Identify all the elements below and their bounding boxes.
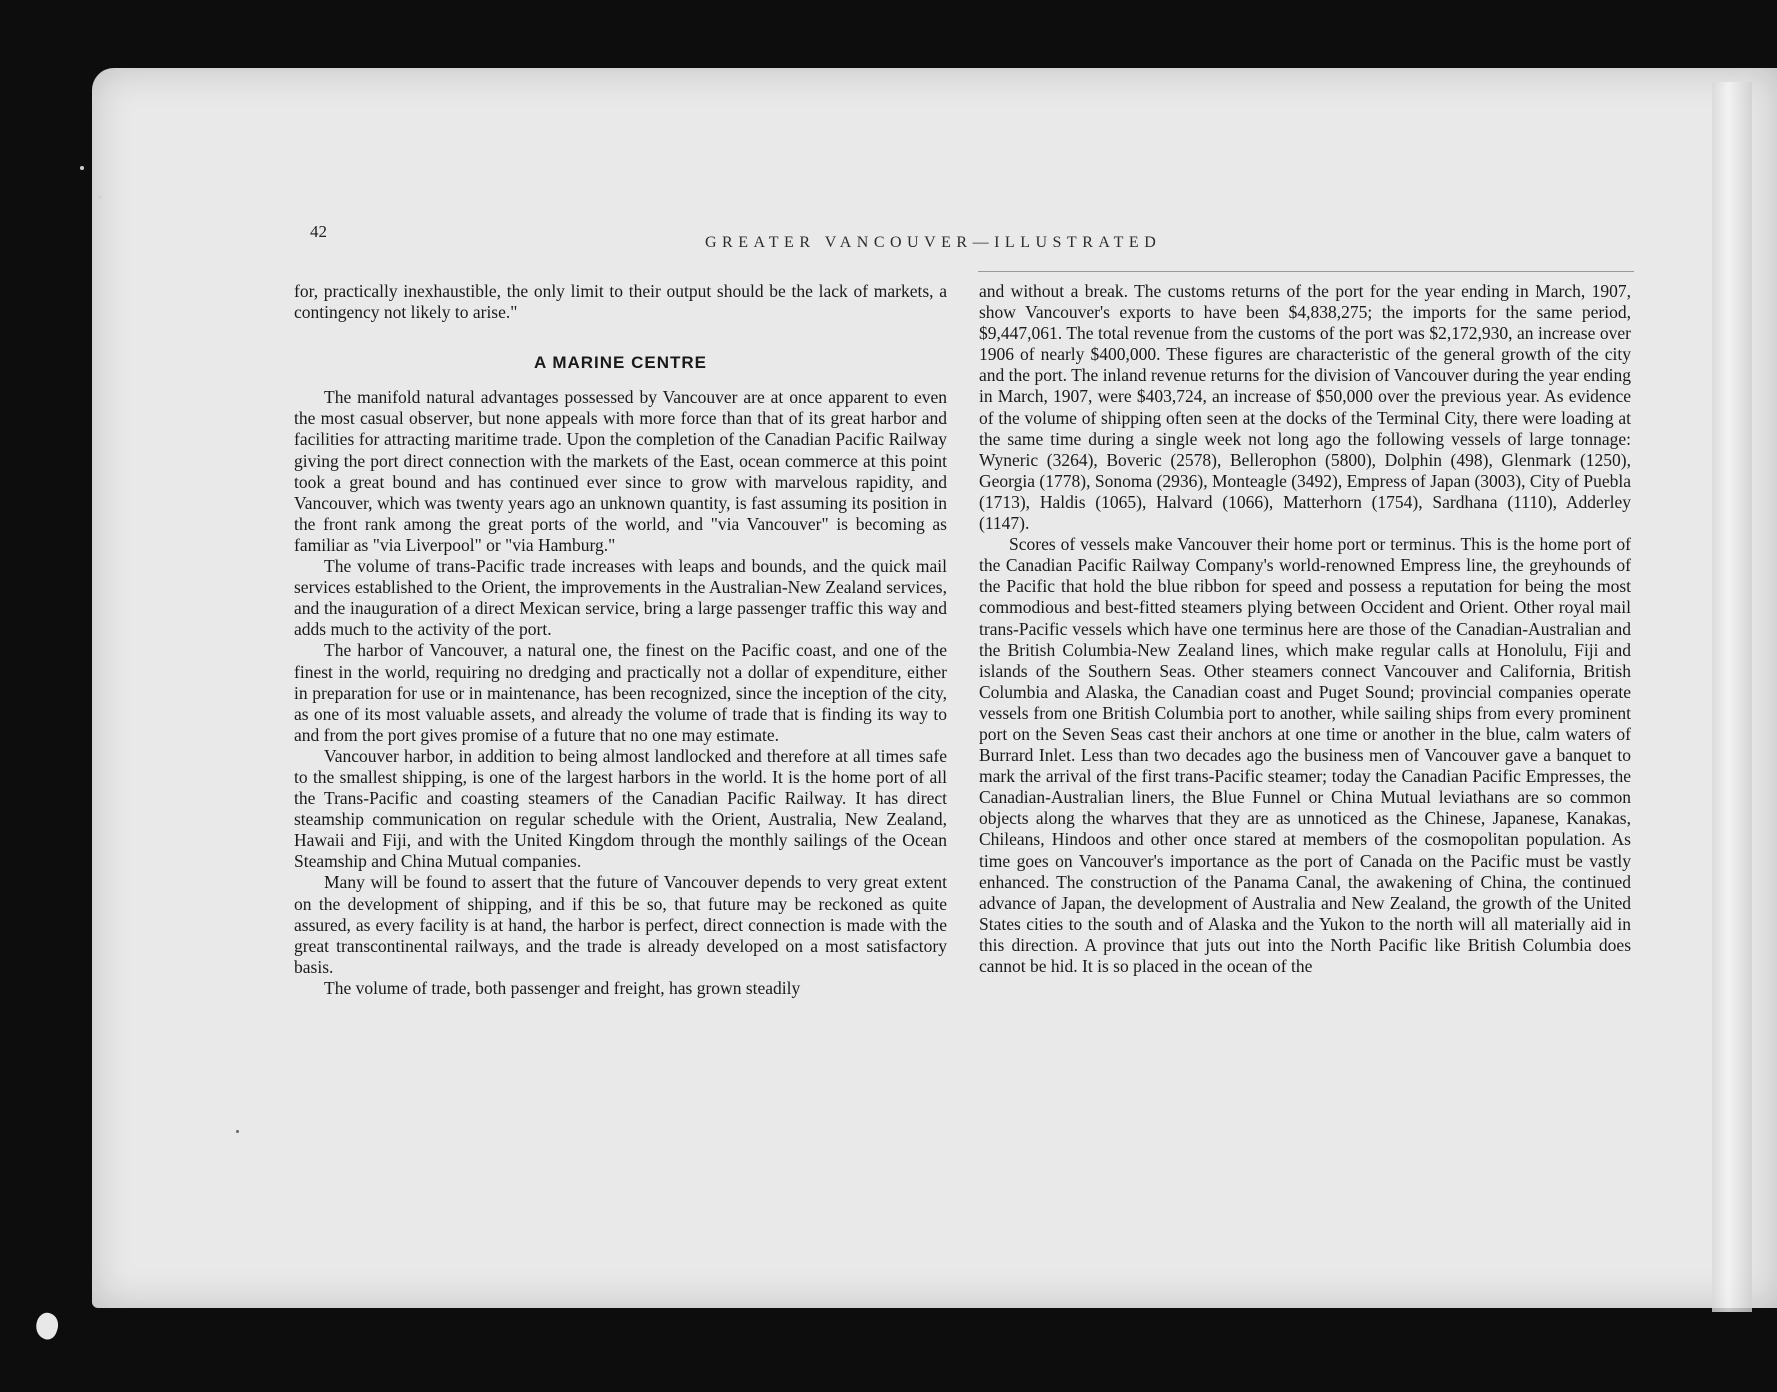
- paragraph: The harbor of Vancouver, a natural one, the finest on the Pacific coast, and one of the finest in the world, requiring no dredging and practically not a dollar of expenditure, either in preparation for use or in maintenance, has been recognized, since the inception of the city, as one of its most valuable assets, and already the volume of trade that is finding its way to and from the port gives promise of a future that no one may estimate.: [294, 640, 947, 745]
- paragraph: Scores of vessels make Vancouver their home port or terminus. This is the home port of the Canadian Pacific Railway Company's world-renowned Empress line, the greyhounds of the Pacific that hold the blue ribbon for speed and possess a reputation for being the most commodious and best-fitted steamers plying between Occident and Orient. Other royal mail trans-Pacific vessels which have one terminus here are those of the Canadian-Australian and the British Columbia-New Zealand lines, which make regular calls at Honolulu, Fiji and islands of the Southern Seas. Other steamers connect Vancouver and California, British Columbia and Alaska, the Canadian coast and Puget Sound; provincial companies operate vessels from one British Columbia port to another, while sailing ships from every prominent port on the Seven Seas cast their anchors at one time or another in the blue, calm waters of Burrard Inlet. Less than two decades ago the business men of Vancouver gave a banquet to mark the arrival of the first trans-Pacific steamer; today the Canadian Pacific Empresses, the Canadian-Australian liners, the Blue Funnel or China Mutual leviathans are so common objects along the wharves that they are as unnoticed as the Chinese, Japanese, Kanakas, Chileans, Hindoos and other once stared at members of the cosmopolitan population. As time goes on Vancouver's importance as the port of Canada on the Pacific must be vastly enhanced. The construction of the Panama Canal, the awakening of China, the continued advance of Japan, the development of Australia and New Zealand, the growth of the United States cities to the south and of Alaska and the Yukon to the north will all materially aid in this direction. A province that juts out into the North Pacific like British Columbia does cannot be hid. It is so placed in the ocean of the: [979, 534, 1631, 976]
- paragraph: The manifold natural advantages possessed by Vancouver are at once apparent to even the most casual observer, but none appeals with more force than that of its great harbor and facilities for attracting maritime trade. Upon the completion of the Canadian Pacific Railway giving the port direct connection with the markets of the East, ocean commerce at this point took a great bound and has continued ever since to grow with marvelous rapidity, and Vancouver, which was twenty years ago an unknown quantity, is fast assuming its position in the front rank among the great ports of the world, and "via Vancouver" is becoming as familiar as "via Liverpool" or "via Hamburg.": [294, 387, 947, 555]
- paragraph: Vancouver harbor, in addition to being almost landlocked and therefore at all times safe to the smallest shipping, is one of the largest harbors in the world. It is the home port of all the Trans-Pacific and coasting steamers of the Canadian Pacific Railway. It has direct steamship communication on regular schedule with the Orient, Australia, New Zealand, Hawaii and Fiji, and with the United Kingdom through the monthly sailings of the Ocean Steamship and China Mutual companies.: [294, 745, 947, 872]
- running-head: GREATER VANCOUVER—ILLUSTRATED: [705, 234, 1162, 251]
- paragraph: The volume of trans-Pacific trade increases with leaps and bounds, and the quick mail services established to the Orient, the improvements in the Australian-New Zealand services, and the inauguration of a direct Mexican service, bring a large passenger traffic this way and adds much to the activity of the port.: [294, 556, 947, 640]
- paragraph: The volume of trade, both passenger and freight, has grown steadily: [324, 977, 801, 998]
- scan-blot: [32, 1310, 62, 1342]
- page-number: 42: [310, 222, 327, 241]
- page-gutter: [1712, 82, 1752, 1312]
- dust-speck: [236, 1130, 239, 1133]
- paragraph: for, practically inexhaustible, the only limit to their output should be the lack of markets, a contingency not likely to arise.": [294, 281, 947, 323]
- dust-speck: [98, 196, 101, 199]
- right-column: [979, 281, 1631, 977]
- section-heading: A MARINE CENTRE: [533, 353, 708, 373]
- paragraph: and without a break. The customs returns of the port for the year ending in March, 1907, show Vancouver's exports to have been $4,838,275; the imports for the same period, $9,447,061. The total revenue from the customs of the port was $2,172,930, an increase over 1906 of nearly $400,000. These figures are characteristic of the general growth of the city and the port. The inland revenue returns for the division of Vancouver during the year ending in March, 1907, were $403,724, an increase of $50,000 over the previous year. As evidence of the volume of shipping often seen at the docks of the Terminal City, there were loading at the same time during a single week not long ago the following vessels of large tonnage: Wyneric (3264), Boveric (2578), Bellerophon (5800), Dolphin (498), Glenmark (1250), Georgia (1778), Sonoma (2936), Monteagle (3492), Empress of Japan (3003), City of Puebla (1713), Haldis (1065), Halvard (1066), Matterhorn (1754), Sardhana (1110), Adderley (1147).: [979, 281, 1631, 534]
- paragraph: Many will be found to assert that the future of Vancouver depends to very great extent on the development of shipping, and if this be so, that future may be reckoned as quite assured, as every facility is at hand, the harbor is perfect, direct connection is made with the great transcontinental railways, and the trade is already developed on a most satisfactory basis.: [294, 872, 947, 977]
- header-rule: [978, 271, 1634, 272]
- left-column: [294, 281, 947, 999]
- dust-speck: [80, 166, 84, 170]
